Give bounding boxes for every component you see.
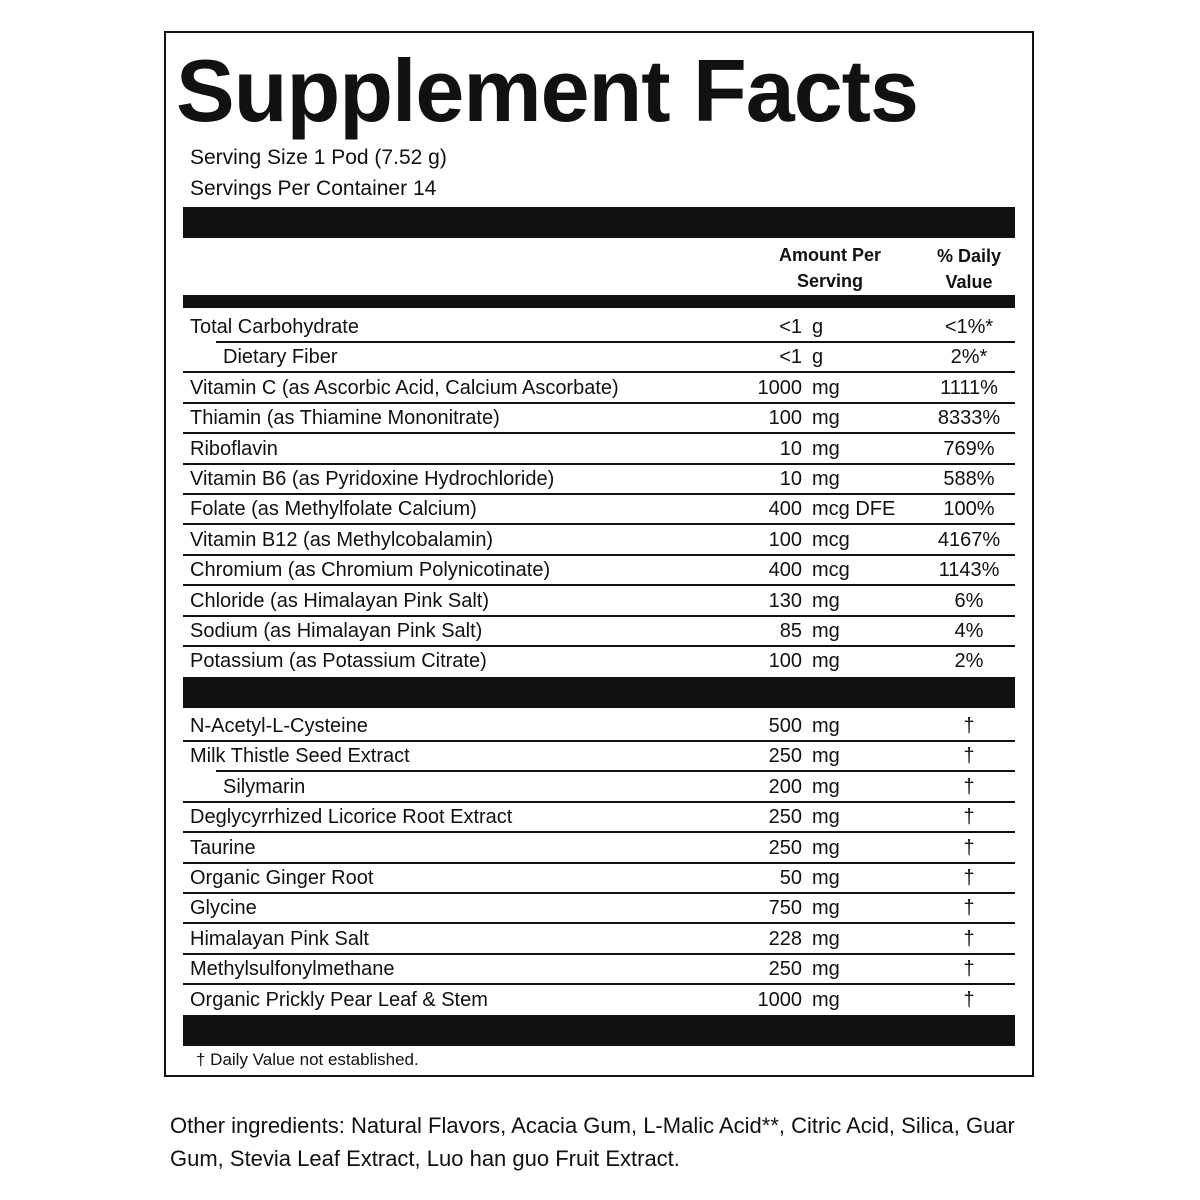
- nutrient-amount: 10: [779, 437, 802, 460]
- nutrient-name: Deglycyrrhized Licorice Root Extract: [190, 806, 513, 829]
- nutrient-name: Vitamin B12 (as Methylcobalamin): [190, 528, 494, 551]
- nutrient-name: Sodium (as Himalayan Pink Salt): [190, 620, 483, 642]
- nutrient-name: Riboflavin: [190, 437, 278, 460]
- nutrient-row: [183, 985, 1015, 1015]
- nutrient-daily-value: 1111%: [940, 376, 998, 399]
- nutrient-name: N-Acetyl-L-Cysteine: [190, 715, 368, 737]
- nutrient-name: Chloride (as Himalayan Pink Salt): [190, 589, 490, 612]
- nutrient-row: [183, 863, 1015, 893]
- nutrient-amount: 1000: [757, 988, 802, 1011]
- thick-divider-bottom: [183, 1015, 1015, 1046]
- nutrient-row: [183, 373, 1015, 403]
- nutrient-daily-value: †: [963, 927, 975, 950]
- nutrient-row: [183, 312, 1015, 342]
- nutrient-amount: 130: [768, 589, 802, 612]
- nutrient-row: [183, 434, 1015, 464]
- nutrient-amount: 85: [779, 620, 802, 642]
- nutrient-row: [183, 403, 1015, 433]
- nutrient-row: [183, 342, 1015, 372]
- amount-header-line1: Amount Per: [778, 245, 881, 265]
- nutrient-unit: mg: [812, 867, 840, 889]
- nutrient-amount: 200: [768, 775, 802, 798]
- nutrient-daily-value: †: [963, 867, 975, 889]
- nutrient-amount: 50: [779, 867, 802, 889]
- nutrient-row: [183, 525, 1015, 555]
- footnote: † Daily Value not established.: [196, 1050, 419, 1069]
- nutrient-name: Thiamin (as Thiamine Mononitrate): [190, 407, 500, 430]
- nutrient-amount: 250: [768, 806, 802, 829]
- nutrient-name: Folate (as Methylfolate Calcium): [190, 498, 477, 521]
- thick-divider-top: [183, 207, 1015, 238]
- nutrient-name: Organic Prickly Pear Leaf & Stem: [190, 988, 488, 1011]
- nutrient-name: Dietary Fiber: [223, 346, 338, 369]
- nutrient-name: Total Carbohydrate: [190, 316, 359, 338]
- nutrient-amount: 100: [768, 528, 802, 551]
- servings-per-container: Servings Per Container 14: [190, 177, 437, 200]
- dv-header-line1: % Daily: [936, 246, 1002, 266]
- nutrient-amount: 400: [768, 498, 802, 521]
- nutrient-amount: 100: [768, 407, 802, 430]
- serving-size: Serving Size 1 Pod (7.52 g): [190, 146, 447, 169]
- nutrient-unit: mg: [812, 775, 840, 798]
- nutrient-unit: mg: [812, 437, 840, 460]
- nutrient-unit: g: [812, 346, 824, 369]
- nutrient-amount: 250: [768, 745, 802, 768]
- nutrient-unit: mg: [812, 650, 840, 673]
- nutrient-row: [183, 586, 1015, 616]
- nutrient-unit: mg: [812, 407, 840, 430]
- nutrient-unit: mg: [812, 958, 840, 981]
- nutrient-name: Vitamin C (as Ascorbic Acid, Calcium Ascorbate): [190, 376, 619, 399]
- nutrient-daily-value: †: [963, 715, 975, 737]
- dv-header-line2: Value: [945, 272, 993, 292]
- medium-divider: [183, 295, 1015, 308]
- nutrient-daily-value: †: [963, 775, 975, 798]
- nutrient-daily-value: †: [963, 897, 975, 920]
- nutrient-row: [183, 711, 1015, 741]
- daily-value-header: [915, 243, 1023, 295]
- nutrient-unit: mg: [812, 468, 840, 490]
- nutrient-daily-value: 6%: [954, 589, 984, 612]
- nutrient-unit: mg: [812, 927, 840, 950]
- nutrient-daily-value: †: [963, 836, 975, 859]
- nutrient-daily-value: 769%: [943, 437, 995, 460]
- nutrient-name: Potassium (as Potassium Citrate): [190, 650, 487, 673]
- nutrient-unit: mg: [812, 715, 840, 737]
- nutrient-amount: <1: [779, 346, 802, 369]
- nutrient-row: [183, 646, 1015, 676]
- nutrient-unit: mg: [812, 988, 840, 1011]
- amount-header-line2: Serving: [796, 271, 864, 291]
- nutrient-daily-value: †: [963, 958, 975, 981]
- nutrient-daily-value: 588%: [943, 468, 995, 490]
- nutrient-unit: mg: [812, 836, 840, 859]
- nutrient-row: [183, 833, 1015, 863]
- nutrient-row: [183, 802, 1015, 832]
- nutrient-daily-value: †: [963, 806, 975, 829]
- nutrient-daily-value: 4%: [954, 620, 984, 642]
- nutrient-unit: mcg: [812, 528, 850, 551]
- nutrient-name: Taurine: [190, 836, 256, 859]
- nutrient-amount: 100: [768, 650, 802, 673]
- nutrient-amount: 750: [768, 897, 802, 920]
- nutrient-name: Organic Ginger Root: [190, 867, 374, 889]
- other-ingredients: Other ingredients: Natural Flavors, Acacia Gum, L-Malic Acid**, Citric Acid, Silica, Guar Gum, Stevia Leaf Extract, Luo han guo Fruit Extract.: [170, 1113, 1015, 1171]
- nutrient-unit: mg: [812, 806, 840, 829]
- nutrient-row: [183, 494, 1015, 524]
- nutrient-daily-value: †: [963, 745, 975, 768]
- nutrient-daily-value: 4167%: [937, 528, 1001, 551]
- nutrient-name: Chromium (as Chromium Polynicotinate): [190, 559, 551, 582]
- nutrient-row: [183, 464, 1015, 494]
- nutrient-daily-value: 1143%: [938, 559, 1000, 582]
- nutrient-unit: mg: [812, 376, 840, 399]
- nutrient-daily-value: †: [963, 988, 975, 1011]
- nutrient-name: Silymarin: [223, 775, 306, 798]
- nutrient-daily-value: 100%: [943, 498, 995, 521]
- nutrient-name: Glycine: [190, 897, 257, 920]
- nutrient-amount: <1: [779, 316, 802, 338]
- nutrient-unit: mg: [812, 897, 840, 920]
- amount-per-serving-header: [750, 242, 910, 294]
- thick-divider-middle: [183, 677, 1015, 708]
- nutrient-daily-value: 2%: [954, 650, 984, 673]
- nutrient-row: [183, 924, 1015, 954]
- nutrient-daily-value: 2%*: [950, 346, 988, 369]
- nutrient-amount: 10: [779, 468, 802, 490]
- nutrient-row: [183, 772, 1015, 802]
- nutrient-name: Vitamin B6 (as Pyridoxine Hydrochloride): [190, 468, 555, 490]
- nutrient-row: [183, 555, 1015, 585]
- nutrient-unit: g: [812, 316, 824, 338]
- nutrient-amount: 228: [768, 927, 802, 950]
- nutrient-daily-value: <1%*: [944, 316, 994, 338]
- nutrient-unit: mg: [812, 620, 840, 642]
- nutrient-unit: mg: [812, 745, 840, 768]
- nutrient-amount: 500: [768, 715, 802, 737]
- nutrient-name: Methylsulfonylmethane: [190, 958, 395, 981]
- nutrient-row: [183, 954, 1015, 984]
- nutrient-amount: 250: [768, 958, 802, 981]
- nutrient-row: [183, 893, 1015, 923]
- nutrient-unit: mcg: [812, 559, 850, 582]
- nutrient-unit: mg: [812, 589, 840, 612]
- nutrient-row: [183, 741, 1015, 771]
- nutrient-daily-value: 8333%: [937, 407, 1001, 430]
- nutrient-amount: 250: [768, 836, 802, 859]
- nutrient-amount: 1000: [757, 376, 802, 399]
- nutrient-row: [183, 616, 1015, 646]
- nutrient-name: Himalayan Pink Salt: [190, 927, 369, 950]
- panel-title: Supplement Facts: [176, 41, 918, 140]
- nutrient-amount: 400: [768, 559, 802, 582]
- nutrient-unit: mcg DFE: [812, 498, 896, 521]
- nutrient-name: Milk Thistle Seed Extract: [190, 745, 410, 768]
